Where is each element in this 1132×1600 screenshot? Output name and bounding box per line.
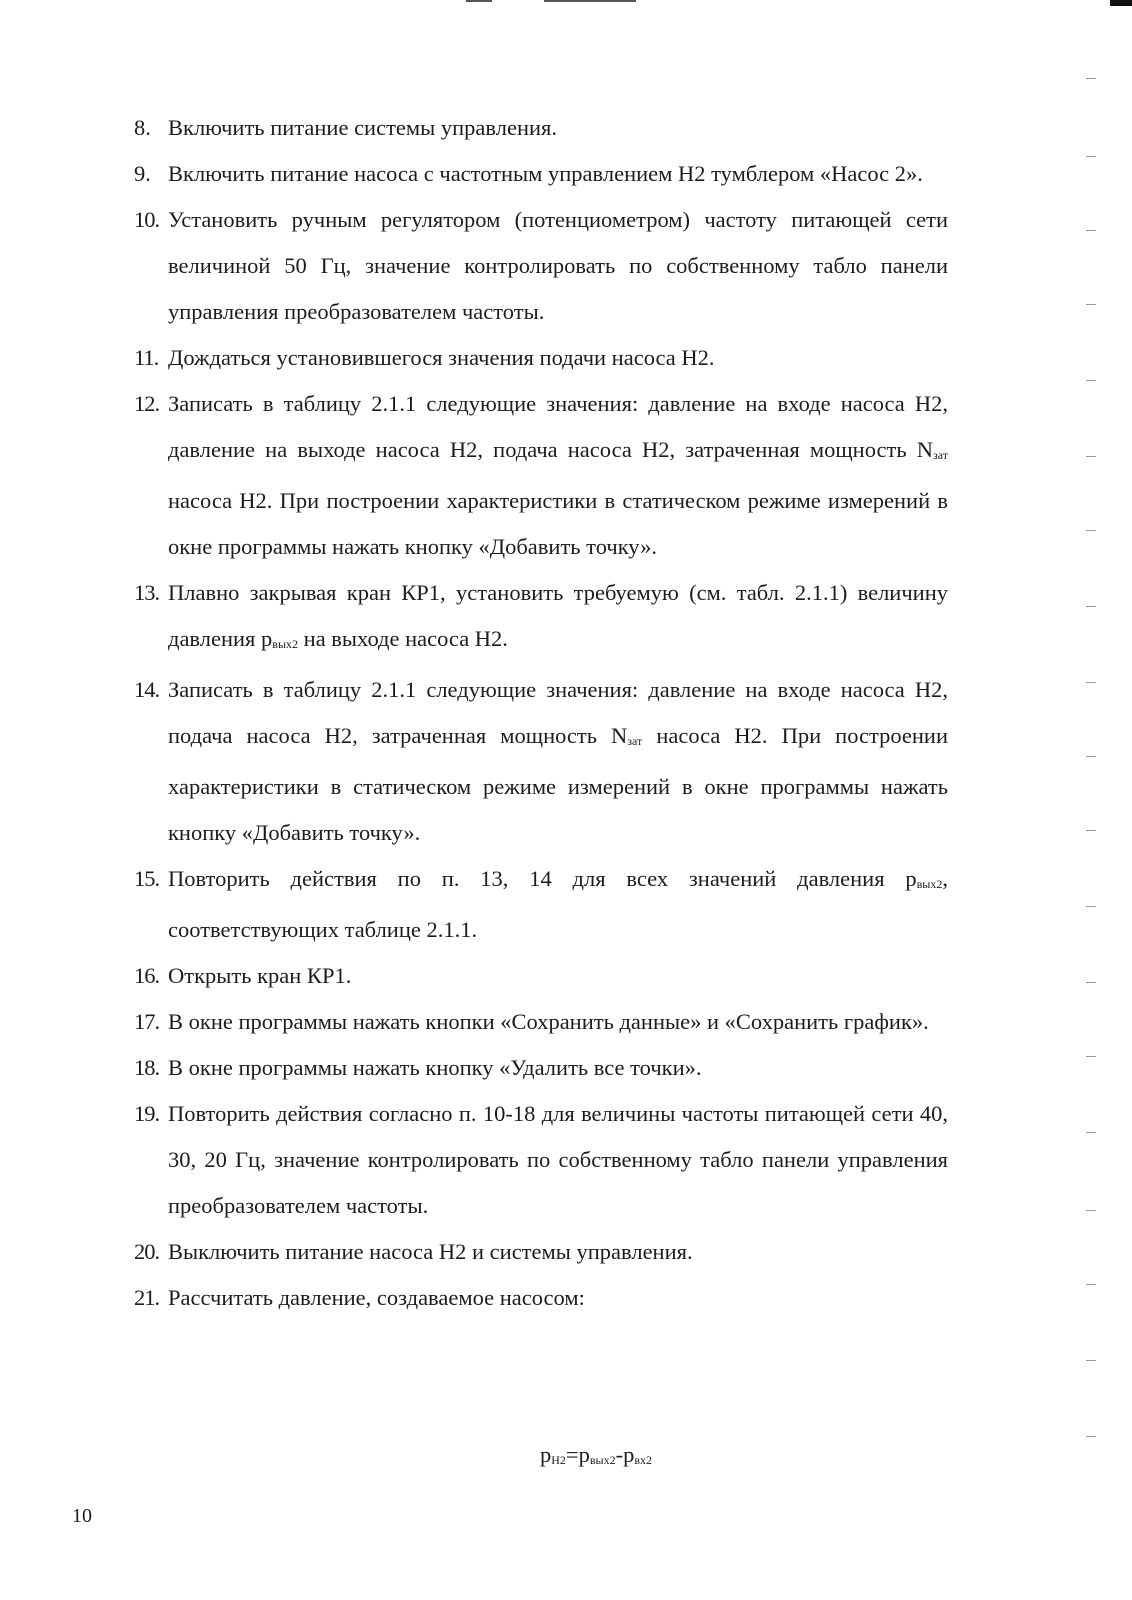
step-text: Выключить питание насоса Н2 и системы управления. [168,1239,693,1264]
scan-tick [1086,78,1096,79]
scan-tick [1086,830,1096,831]
step-number: 10. [134,207,160,232]
step-text: Открыть кран КР1. [168,963,352,988]
scan-tick [1086,456,1096,457]
step-number: 17. [134,1009,160,1034]
formula-lhs: $р_{Н2}$ [539,1442,566,1467]
step-number: 16. [134,963,160,988]
scan-artifact [466,0,492,2]
step-number: 13. [134,580,160,605]
scan-tick [1086,1056,1096,1057]
step-number: 19. [134,1101,160,1126]
step-item [134,381,948,570]
step-number: 12. [134,391,160,416]
scan-tick [1086,1360,1096,1361]
formula-term-b: $р_{вх2}$ [623,1442,653,1467]
step-item [134,1275,948,1321]
scan-tick [1086,530,1096,531]
step-number: 9. [134,161,151,186]
step-item [134,1045,948,1091]
scan-tick [1086,682,1096,683]
step-text: Плавно закрывая кран КР1, установить требуемую (см. табл. 2.1.1) величину давления $р_{вых2}$ на выходе насоса Н2. [168,580,948,651]
step-number: 11. [134,345,159,370]
scan-tick [1086,1436,1096,1437]
page-number: 10 [72,1505,92,1527]
step-number: 20. [134,1239,160,1264]
scan-tick [1086,1210,1096,1211]
step-item [134,1091,948,1229]
step-item [134,1229,948,1275]
step-text: Включить питание насоса с частотным управлением Н2 тумблером «Насос 2». [168,161,923,186]
step-text: Дождаться установившегося значения подачи насоса Н2. [168,345,715,370]
step-item [134,335,948,381]
pressure-formula [0,1442,1132,1468]
step-text: Установить ручным регулятором (потенциометром) частоту питающей сети величиной 50 Гц, значение контролировать по собственному табло панели управления преобразователем частоты. [168,207,948,324]
step-item [134,197,948,335]
step-number: 21. [134,1285,160,1310]
step-item [134,856,948,953]
step-text: В окне программы нажать кнопку «Удалить все точки». [168,1055,702,1080]
scan-margin-marks [1086,70,1102,1490]
step-number: 14. [134,677,160,702]
scan-tick [1086,606,1096,607]
step-item [134,953,948,999]
scan-tick [1086,304,1096,305]
formula-equals: = [565,1442,579,1467]
step-text: Рассчитать давление, создаваемое насосом: [168,1285,585,1310]
step-text: Повторить действия по п. 13, 14 для всех значений давления $р_{вых2}$, соответствующих таблице 2.1.1. [168,866,948,942]
scan-tick [1086,156,1096,157]
step-text: Записать в таблицу 2.1.1 следующие значения: давление на входе насоса Н2, давление на выходе насоса Н2, подача насоса Н2, затраченная мощность $N_{зат}$ насоса Н2. При построении характеристики в статическом режиме измерений в окне программы нажать кнопку «Добавить точку». [168,391,948,559]
scan-tick [1086,1132,1096,1133]
step-text: Повторить действия согласно п. 10-18 для величины частоты питающей сети 40, 30, 20 Гц, значение контролировать по собственному табло панели управления преобразователем частоты. [168,1101,948,1218]
scan-tick [1086,906,1096,907]
step-number: 15. [134,866,160,891]
step-number: 18. [134,1055,160,1080]
scan-artifact [544,0,636,2]
step-item [134,999,948,1045]
formula-term-a: $р_{вых2}$ [578,1442,616,1467]
step-text: В окне программы нажать кнопки «Сохранить данные» и «Сохранить график». [168,1009,929,1034]
procedure-steps [134,105,948,1321]
scan-tick [1086,756,1096,757]
step-item [134,105,948,151]
formula-minus: - [615,1442,624,1467]
step-item [134,151,948,197]
step-text: Записать в таблицу 2.1.1 следующие значения: давление на входе насоса Н2, подача насоса Н2, затраченная мощность $N_{зат}$ насоса Н2. При построении характеристики в статическом режиме измерений в окне программы нажать кнопку «Добавить точку». [168,677,948,845]
scan-tick [1086,1284,1096,1285]
step-item [134,667,948,856]
scan-tick [1086,230,1096,231]
step-text: Включить питание системы управления. [168,115,558,140]
scan-tick [1086,380,1096,381]
step-number: 8. [134,115,151,140]
scan-tick [1086,982,1096,983]
scan-artifact [1110,0,1132,6]
step-item [134,570,948,667]
